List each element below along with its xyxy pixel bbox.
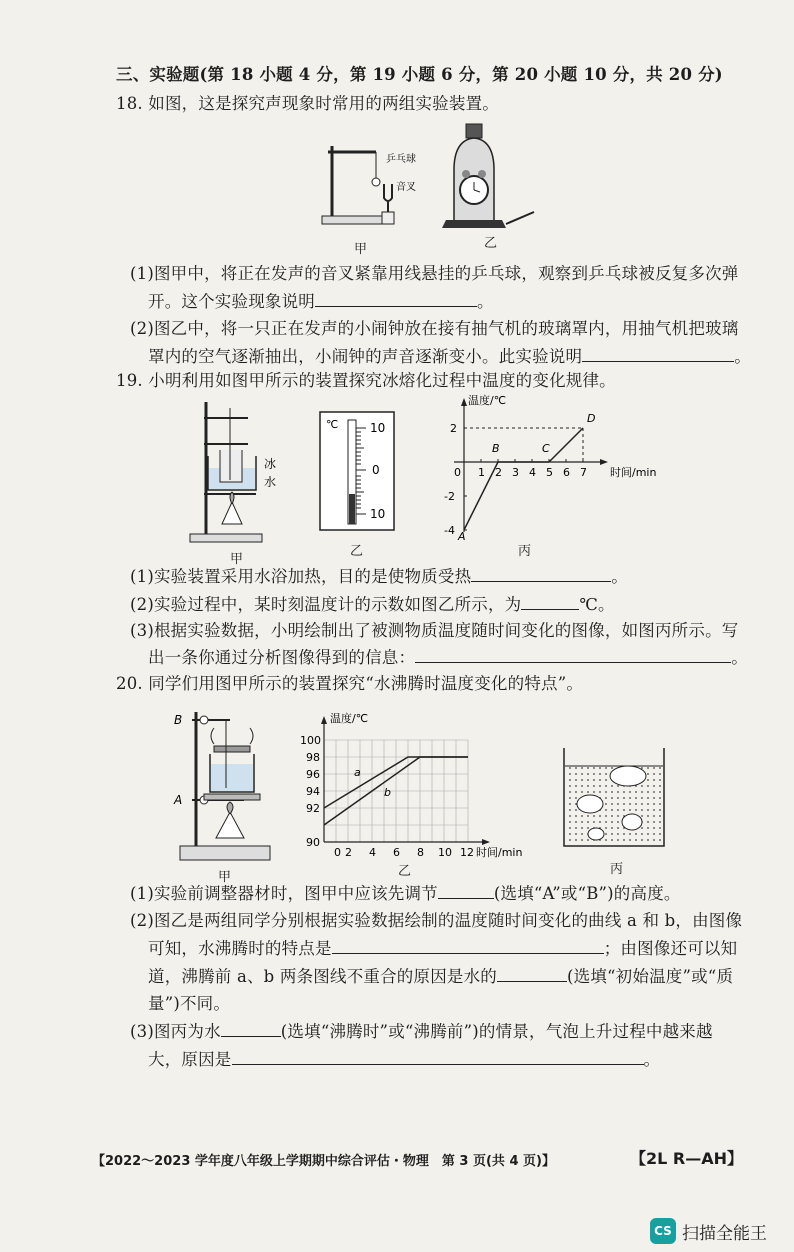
q20-p2-line1: (2)图乙是两组同学分别根据实验数据绘制的温度随时间变化的曲线 a 和 b，由图像 [130,911,743,930]
q20-fig-jia-boiling-setup [170,706,280,866]
q20-p2-line3-end: (选填“初始温度”或“质 [567,967,734,986]
q20-p3-text: (3)图丙为水 [130,1022,221,1041]
q19-fig-bing-graph [424,392,684,542]
graph19-xtick-2: 2 [495,466,502,479]
q19-stem: 19. 小明利用如图甲所示的装置探究冰熔化过程中温度的变化规律。 [116,371,616,390]
q19-fig-yi-caption: 乙 [350,544,364,559]
q20-p3-line2-text: 大，原因是 [148,1050,232,1069]
graph20-xtick-12: 12 [460,846,474,859]
bubble [610,766,646,786]
q18-answer-1-blank[interactable] [315,290,477,307]
graph20-ytick-90: 90 [306,836,320,849]
point-B: B [492,442,500,455]
curve-a-label: a [354,766,361,779]
q20-p3-line1 [130,1020,713,1043]
graph19-xtick-5: 5 [546,466,553,479]
fork-label: 音叉 [396,182,416,193]
graph20-xtick-8: 8 [417,846,424,859]
q20-fig-yi-graph [300,712,540,862]
q20-answer-3-blank[interactable] [497,965,567,982]
page-footer-left: 【2022～2023 学年度八年级上学期期中综合评估・物理 第 3 页(共 4 页)】 [92,1154,555,1169]
q19-answer-3-blank[interactable] [415,646,731,663]
scanner-name: 扫描全能王 [682,1223,767,1244]
graph19-ylabel: 温度/℃ [468,394,507,407]
thermo-unit: ℃ [326,418,339,431]
q18-p2-line1: (2)图乙中，将一只正在发声的小闹钟放在接有抽气机的玻璃罩内，用抽气机把玻璃 [130,319,739,338]
q18-answer-2-blank[interactable] [582,345,734,362]
graph19-xtick-7: 7 [580,466,587,479]
q20-fig-bing-beaker [556,742,672,854]
graph20-xtick-2: 2 [345,846,352,859]
q19-answer-1-blank[interactable] [471,565,611,582]
graph20-ytick-96: 96 [306,768,320,781]
q19-fig-jia-water-bath [186,398,286,548]
q18-fig-yi-caption: 乙 [484,236,498,251]
graph20-xtick-6: 6 [393,846,400,859]
graph19-ytick-neg4: -4 [444,524,455,537]
graph20-ytick-92: 92 [306,802,320,815]
q20-answer-1-blank[interactable] [438,882,494,899]
q18-p1-end: 。 [477,292,494,311]
q18-p1-line2 [148,290,494,313]
q19-p2 [130,593,615,616]
ice-label: 冰 [264,457,277,471]
thermo-tick-bottom: 10 [370,507,386,521]
q18-p1-line1: (1)图甲中，将正在发声的音叉紧靠用线悬挂的乒乓球，观察到乒乓球被反复多次弹 [130,264,739,283]
q19-p2-end: ℃。 [579,595,615,614]
q20-p1-text: (1)实验前调整器材时，图甲中应该先调节 [130,884,438,903]
scanner-watermark [650,1218,767,1244]
graph19-xtick-6: 6 [563,466,570,479]
pingpong-label: 乒乓球 [386,154,416,165]
q19-p3-text: 出一条你通过分析图像得到的信息： [148,648,416,667]
q19-p3-end: 。 [731,648,748,667]
page-footer-code: 【2L R—AH】 [630,1149,743,1168]
q20-p3-mid: (选填“沸腾时”或“沸腾前”)的情景，气泡上升过程中越来越 [280,1022,713,1041]
q18-fig-yi-bell-jar [440,120,550,235]
water-label: 水 [264,475,277,489]
graph19-ytick-neg2: -2 [444,490,455,503]
q20-p2-line4: 量”)不同。 [148,994,231,1013]
q20-p2-line3-text: 道，沸腾前 a、b 两条图线不重合的原因是水的 [148,967,497,986]
graph19-xtick-4: 4 [529,466,536,479]
q18-p2-text: 罩内的空气逐渐抽出，小闹钟的声音逐渐变小。此实验说明 [148,347,583,366]
q18-stem: 18. 如图，这是探究声现象时常用的两组实验装置。 [116,94,499,113]
graph19-xlabel: 时间/min [610,466,657,479]
section-title: 三、实验题(第 18 小题 4 分，第 19 小题 6 分，第 20 小题 10 分，共 20 分) [116,65,723,84]
graph20-xlabel: 时间/min [476,846,523,859]
q19-p3-line1: (3)根据实验数据，小明绘制出了被测物质温度随时间变化的图像，如图丙所示。写 [130,621,739,640]
q19-p2-text: (2)实验过程中，某时刻温度计的示数如图乙所示，为 [130,595,522,614]
q20-answer-4-blank[interactable] [221,1020,281,1037]
bubble [622,814,642,830]
graph20-ytick-100: 100 [300,734,321,747]
q18-fig-jia-caption: 甲 [354,242,368,257]
graph20-xtick-0: 0 [334,846,341,859]
q19-p3-line2 [148,646,748,669]
q20-answer-5-blank[interactable] [232,1048,644,1065]
graph20-ylabel: 温度/℃ [330,712,369,725]
segment-CD [549,428,583,462]
graph20-xtick-10: 10 [438,846,452,859]
graph19-xtick-1: 1 [478,466,485,479]
label-B: B [174,713,183,727]
q20-p3-line2 [148,1048,660,1071]
q20-p2-line2 [148,937,737,960]
point-A: A [458,530,466,542]
q20-fig-yi-caption: 乙 [398,864,412,879]
q20-p2-mid: ；由图像还可以知 [603,939,738,958]
q18-p2-line2 [148,345,751,368]
point-D: D [587,412,596,425]
graph20-ytick-98: 98 [306,751,320,764]
graph19-xtick-3: 3 [512,466,519,479]
graph19-ytick-2: 2 [450,422,457,435]
label-A: A [174,793,183,807]
q20-p3-end: 。 [643,1050,661,1069]
thermo-tick-zero: 0 [372,463,380,477]
q20-p1-end: (选填“A”或“B”)的高度。 [493,884,681,903]
q20-fig-bing-caption: 丙 [610,862,624,877]
q20-stem: 20. 同学们用图甲所示的装置探究“水沸腾时温度变化的特点”。 [116,674,584,693]
graph20-xtick-4: 4 [369,846,376,859]
q19-p1-end: 。 [611,567,628,586]
q18-p1-text: 开。这个实验现象说明 [148,292,315,311]
bubble [577,795,603,813]
q19-p1 [130,565,628,588]
thermo-tick-top: 10 [370,421,386,435]
q19-fig-jia-caption: 甲 [230,552,244,567]
q18-p2-end: 。 [734,347,751,366]
curve-b-label: b [384,786,391,799]
q19-fig-yi-thermometer [318,410,398,535]
graph19-xtick-0: 0 [454,466,461,479]
q20-p2-text: 可知，水沸腾时的特点是 [148,939,332,958]
q20-answer-2-blank[interactable] [332,937,604,954]
thermometer-liquid [349,494,355,524]
q18-fig-jia-tuning-fork-setup [318,138,438,238]
graph20-ytick-94: 94 [306,785,320,798]
bubble [588,828,604,840]
q20-fig-jia-caption: 甲 [218,870,232,885]
camscanner-logo-icon: CS [650,1218,676,1244]
q19-answer-2-blank[interactable] [521,593,579,610]
q20-p2-line3 [148,965,733,988]
q19-p1-text: (1)实验装置采用水浴加热，目的是使物质受热 [130,567,472,586]
point-C: C [542,442,550,455]
q20-p1 [130,882,681,905]
q19-fig-bing-caption: 丙 [518,544,532,559]
